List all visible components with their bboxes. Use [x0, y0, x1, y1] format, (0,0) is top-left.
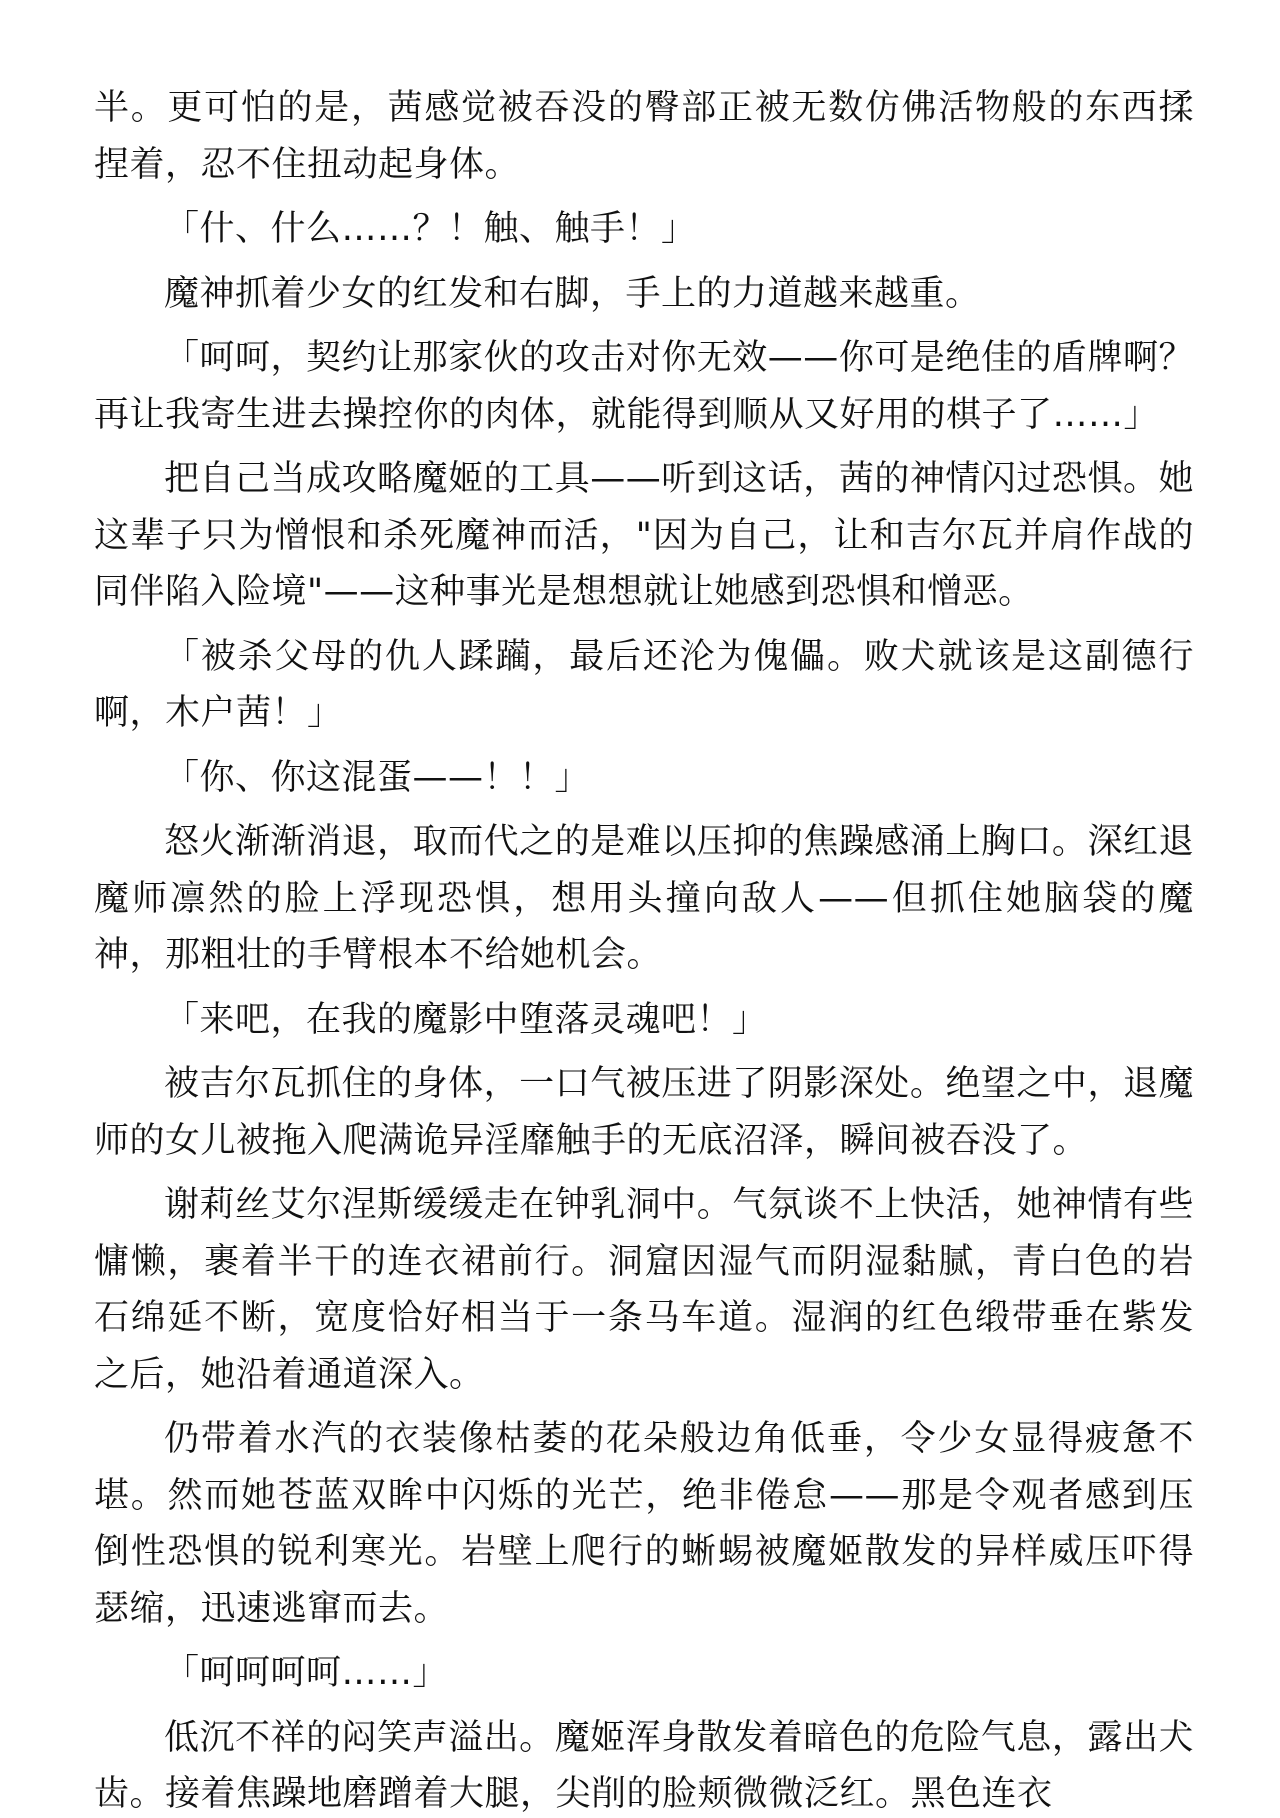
paragraph: 魔神抓着少女的红发和右脚，手上的力道越来越重。 [164, 273, 981, 314]
paragraph: 「呵呵呵呵……」 [164, 1653, 449, 1693]
paragraph: 被吉尔瓦抓住的身体，一口气被压进了阴影深处。绝望之中，退魔师的女儿被拖入爬满诡异淫靡触手的无底沼泽，瞬间被吞没了。 [94, 1064, 1194, 1161]
paragraph: 低沉不祥的闷笑声溢出。魔姬浑身散发着暗色的危险气息，露出犬齿。接着焦躁地磨蹭着大腿，尖削的脸颊微微泛红。黑色连衣 [94, 1717, 1194, 1814]
paragraph: 把自己当成攻略魔姬的工具——听到这话，茜的神情闪过恐惧。她这辈子只为憎恨和杀死魔神而活，"因为自己，让和吉尔瓦并肩作战的同伴陷入险境"——这种事光是想想就让她感到恐惧和憎恶。 [94, 459, 1194, 612]
paragraph: 「来吧，在我的魔影中堕落灵魂吧！」 [164, 999, 768, 1040]
paragraph: 仍带着水汽的衣装像枯萎的花朵般边角低垂，令少女显得疲惫不堪。然而她苍蓝双眸中闪烁的光芒，绝非倦怠——那是令观者感到压倒性恐惧的锐利寒光。岩壁上爬行的蜥蜴被魔姬散发的异样威压吓得瑟缩，迅速逃窜而去。 [94, 1419, 1194, 1629]
paragraph: 「呵呵，契约让那家伙的攻击对你无效——你可是绝佳的盾牌啊？再让我寄生进去操控你的肉体，就能得到顺从又好用的棋子了……」 [94, 338, 1194, 435]
paragraph: 「什、什么……？！触、触手！」 [164, 209, 697, 249]
paragraph: 谢莉丝艾尔涅斯缓缓走在钟乳洞中。气氛谈不上快活，她神情有些慵懒，裹着半干的连衣裙前行。洞窟因湿气而阴湿黏腻，青白色的岩石绵延不断，宽度恰好相当于一条马车道。湿润的红色缎带垂在紫发之后，她沿着通道深入。 [94, 1185, 1194, 1395]
paragraph: 「被杀父母的仇人蹂躏，最后还沦为傀儡。败犬就该是这副德行啊，木户茜！」 [94, 636, 1194, 733]
paragraph: 半。更可怕的是，茜感觉被吞没的臀部正被无数仿佛活物般的东西揉捏着，忍不住扭动起身体。 [94, 88, 1194, 185]
paragraph: 「你、你这混蛋——！！」 [164, 757, 591, 798]
paragraph: 怒火渐渐消退，取而代之的是难以压抑的焦躁感涌上胸口。深红退魔师凛然的脸上浮现恐惧，想用头撞向敌人——但抓住她脑袋的魔神，那粗壮的手臂根本不给她机会。 [94, 822, 1194, 975]
body-text [94, 80, 1194, 1818]
